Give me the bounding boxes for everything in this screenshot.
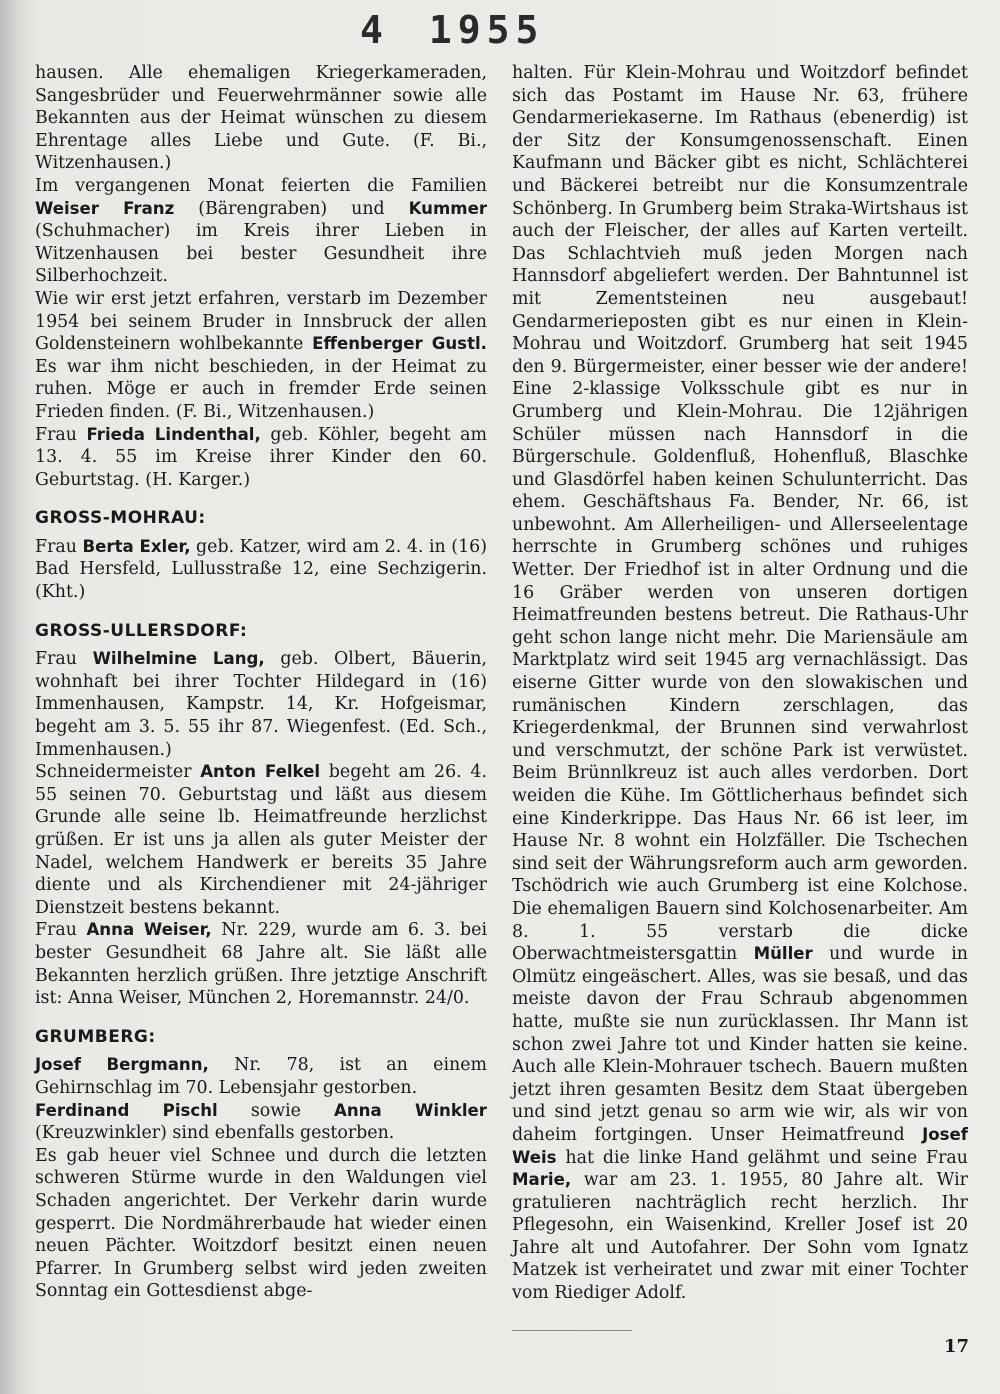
name: Anna Winkler <box>334 1100 487 1120</box>
section-heading-gross-mohrau: GROSS-MOHRAU: <box>35 508 206 529</box>
name: Kummer <box>408 198 488 218</box>
paragraph: Josef Bergmann, Nr. 78, ist an einem Gehirnschlag im 70. Lebensjahr gestorben. <box>35 1055 487 1098</box>
name: Wilhelmine Lang, <box>92 649 265 669</box>
paragraph: Schneidermeister Anton Felkel begeht am 26. 4. 55 seinen 70. Geburtstag und läßt aus diesem Grunde alle seine lb. Heimatfreunde herzlichst grüßen. Er ist uns ja allen als guter Meister der Nadel, welchem Handwerk er bereits 35 Jahre diente und als Kirchendiener mit 24-jähriger Dienstzeit bestens bekannt. <box>35 762 487 918</box>
paragraph: Wie wir erst jetzt erfahren, verstarb im Dezember 1954 bei seinem Bruder in Innsbruck der allen Goldensteinern wohlbekannte Effenberger Gustl. Es war ihm nicht beschieden, in der Heimat zu ruhen. Möge er auch in fremder Erde seinen Frieden finden. (F. Bi., Witzenhausen.) <box>35 288 487 422</box>
name: Berta Exler, <box>82 536 191 556</box>
paragraph: halten. Für Klein-Mohrau und Woitzdorf befindet sich das Postamt im Hause Nr. 63, frühere Gendarmeriekaserne. Im Rathaus (ebenerdig) ist der Sitz der Konsumgenossenschaft. Einen Kaufmann und Bäcker gibt es nicht, Schlächterei und Bäckerei betreibt nur die Konsumzentrale Schönberg. In Grumberg beim Straka-Wirtshaus ist auch der Fleischer, der alles auf Karten verteilt. Das Schlachtvieh muß jeden Morgen nach Hannsdorf abgeliefert werden. Der Bahntunnel ist mit Zementsteinen neu ausgebaut! Gendarmerieposten gibt es nur einen in Klein-Mohrau und Woitzdorf. Grumberg hat seit 1945 den 9. Bürgermeister, einer besser wie der andere! Eine 2-klassige Volksschule gibt es nur in Grumberg und Klein-Mohrau. Die 12jährigen Schüler müssen nach Hannsdorf in die Bürgerschule. Goldenfluß, Hohenfluß, Blaschke und Glasdörfel haben keinen Schulunterricht. Das ehem. Geschäftshaus Fa. Bender, Nr. 66, ist unbewohnt. Am Allerheiligen- und Allerseelentage herrschte in Grumberg schönes und ruhiges Wetter. Der Friedhof ist in alter Ordnung und die 16 Gräber werden von unseren dortigen Heimatfreunden bestens betreut. Die Rathaus-Uhr geht schon lange nicht mehr. Die Mariensäule am Marktplatz wird seit 1945 arg vernachlässigt. Das eiserne Gitter wurde von den slowakischen und rumänischen Kindern zerschlagen, das Kriegerdenkmal, der Brunnen sind verwahrlost und verschmutzt, der schöne Park ist verwüstet. Beim Brünnlkreuz ist auch alles verdorben. Dort weiden die Kühe. Im Göttlicherhaus befindet sich eine Kinderkrippe. Das Haus Nr. 66 ist leer, im Hause Nr. 8 wohnt ein Holzfäller. Die Tschechen sind seit der Währungsreform auch arm geworden. Tschödrich wie auch Grumberg ist eine Kolchose. Die ehemaligen Bauern sind Kolchosenarbeiter. Am 8. 1. 55 verstarb die dicke Oberwachtmeistersgattin Müller und wurde in Olmütz eingeäschert. Alles, was sie besaß, und das meiste davon der Frau Schraub abgenommen hatte, mußte sie nun zurücklassen. Ihr Mann ist schon zwei Jahre tot und Kinder hatten sie keine. Auch alle Klein-Mohrauer tschech. Bauern mußten jetzt ihren gesamten Besitz dem Staat übergeben und sind jetzt genau so arm wie wir, als wir von daheim fortgingen. Unser Heimatfreund Josef Weis hat die linke Hand gelähmt und seine Frau Marie, war am 23. 1. 1955, 80 Jahre alt. Wir gratulieren nachträglich recht herzlich. Ihr Pflegesohn, ein Waisenkind, Kreller Josef ist 20 Jahre alt und Autofahrer. Der Sohn vom Ignatz Matzek ist verheiratet und zwar mit einer Tochter vom Riediger Adolf. <box>512 63 969 1304</box>
right-column <box>512 62 968 1305</box>
section-heading-gross-ullersdorf: GROSS-ULLERSDORF: <box>35 620 248 641</box>
paragraph: Frau Berta Exler, geb. Katzer, wird am 2. 4. in (16) Bad Hersfeld, Lullusstraße 12, eine Sechzigerin. (Kht.) <box>35 536 487 603</box>
paragraph: Ferdinand Pischl sowie Anna Winkler (Kreuzwinkler) sind ebenfalls gestorben. <box>35 1100 487 1144</box>
paragraph: Frau Anna Weiser, Nr. 229, wurde am 6. 3. bei bester Gesundheit 68 Jahre alt. Sie läßt alle Bekannten herzlich grüßen. Ihre jetztige Anschrift ist: Anna Weiser, München 2, Horemannstr. 24/0. <box>35 920 488 1009</box>
name: Josef Weis <box>512 1124 968 1167</box>
name: Marie, <box>512 1170 572 1190</box>
name: Effenberger Gustl. <box>312 334 487 354</box>
issue-number: 4 <box>360 8 389 52</box>
name: Anna Weiser, <box>86 920 212 940</box>
section-heading-grumberg: GRUMBERG: <box>35 1026 156 1047</box>
page-number: 17 <box>944 1336 970 1357</box>
paragraph: Im vergangenen Monat feierten die Familien Weiser Franz (Bärengraben) und Kummer (Schuhmacher) im Kreis ihrer Lieben in Witzenhausen bei bester Gesundheit ihre Silberhochzeit. <box>35 175 488 287</box>
paragraph: Es gab heuer viel Schnee und durch die letzten schweren Stürme wurde in den Waldungen viel Schaden angerichtet. Der Verkehr darin wurde gesperrt. Die Nordmährerbaude hat wieder einen neuen Pächter. Woitzdorf besitzt einen neuen Pfarrer. In Grumberg selbst wird jeden zweiten Sonntag ein Gottesdienst abge- <box>35 1145 487 1302</box>
left-column <box>35 62 487 1303</box>
paragraph: Frau Frieda Lindenthal, geb. Köhler, begeht am 13. 4. 55 im Kreise ihrer Kinder den 60. Geburtstag. (H. Karger.) <box>35 424 487 490</box>
paragraph: Frau Wilhelmine Lang, geb. Olbert, Bäuerin, wohnhaft bei ihrer Tochter Hildegard in (16) Immenhausen, Kampstr. 14, Kr. Hofgeismar, begeht am 3. 5. 55 ihr 87. Wiegenfest. (Ed. Sch., Immenhausen.) <box>35 649 487 760</box>
name: Frieda Lindenthal, <box>86 424 261 444</box>
name: Ferdinand Pischl <box>35 1100 218 1120</box>
paragraph: hausen. Alle ehemaligen Kriegerkameraden, Sangesbrüder und Feuerwehrmänner sowie alle Bekannten aus der Heimat wünschen zu diesem Ehrentage alles Liebe und Gute. (F. Bi., Witzenhausen.) <box>35 63 487 174</box>
issue-year: 1955 <box>428 8 545 52</box>
name: Weiser Franz <box>35 198 175 218</box>
name: Müller <box>753 944 813 964</box>
issue-header <box>360 8 544 52</box>
footer-rule <box>512 1330 632 1331</box>
name: Anton Felkel <box>200 762 321 782</box>
name: Josef Bergmann, <box>35 1055 209 1075</box>
